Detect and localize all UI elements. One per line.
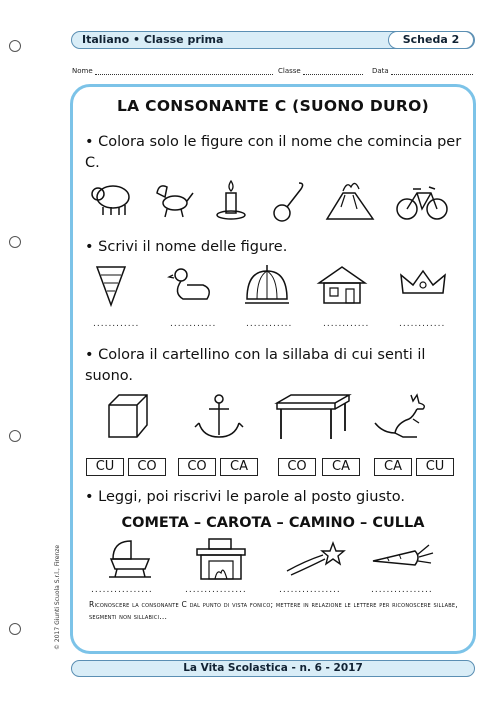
worksheet-title: LA CONSONANTE C (SUONO DURO): [116, 97, 429, 115]
header-subject: Italiano • Classe prima: [82, 33, 224, 46]
dog-figure[interactable]: [149, 179, 193, 219]
sheep-figure[interactable]: [89, 179, 133, 219]
cradle-figure[interactable]: [107, 537, 153, 581]
syllable-tag-8[interactable]: CU: [416, 458, 454, 476]
table-figure[interactable]: [273, 393, 353, 441]
syllable-tag-2[interactable]: CO: [128, 458, 166, 476]
anchor-figure[interactable]: [195, 393, 243, 441]
candle-figure[interactable]: [213, 179, 249, 223]
exercise-4-instruction: • Leggi, poi riscrivi le parole al posto giusto.: [85, 489, 405, 505]
exercise-1-instruction: • Colora solo le figure con il nome che comincia per C.: [85, 134, 462, 171]
word-bank: COMETA – CAROTA – CAMINO – CULLA: [121, 515, 425, 531]
answer-blank-3[interactable]: ............: [246, 319, 293, 329]
binder-hole-4: [9, 623, 21, 635]
answer-blank-1[interactable]: ............: [93, 319, 140, 329]
kangaroo-figure[interactable]: [373, 393, 429, 443]
volcano-figure[interactable]: [323, 179, 377, 223]
dome-figure[interactable]: [243, 263, 291, 307]
header-bar: [71, 31, 475, 49]
date-label: Data: [372, 67, 389, 75]
sheet-number: Scheda 2: [388, 31, 474, 49]
binder-hole-3: [9, 430, 21, 442]
class-label: Classe: [278, 67, 301, 75]
ice-cream-cone-figure[interactable]: [91, 263, 131, 307]
word-blank-3[interactable]: ................: [279, 585, 341, 595]
name-label: Nome: [72, 67, 93, 75]
word-blank-1[interactable]: ................: [91, 585, 153, 595]
bicycle-figure[interactable]: [395, 179, 449, 223]
house-figure[interactable]: [317, 263, 367, 307]
exercise-3-instruction: • Colora il cartellino con la sillaba di cui senti il suono.: [85, 347, 426, 384]
date-field[interactable]: [372, 66, 473, 75]
carrot-figure[interactable]: [371, 537, 435, 573]
class-field[interactable]: [278, 66, 363, 75]
binder-hole-2: [9, 236, 21, 248]
fireplace-figure[interactable]: [193, 537, 249, 581]
syllable-tag-7[interactable]: CA: [374, 458, 412, 476]
crown-figure[interactable]: [399, 263, 447, 303]
syllable-tag-5[interactable]: CO: [278, 458, 316, 476]
answer-blank-4[interactable]: ............: [323, 319, 370, 329]
answer-blank-2[interactable]: ............: [170, 319, 217, 329]
binder-hole-1: [9, 40, 21, 52]
syllable-tag-6[interactable]: CA: [322, 458, 360, 476]
worksheet-frame: [70, 84, 476, 654]
cube-figure[interactable]: [105, 393, 149, 441]
teacher-note: Riconoscere la consonante C dal punto di vista fonico; mettere in relazione le lettere per riconoscere sillabe, segmenti non sillabici...: [89, 600, 458, 621]
syllable-tag-4[interactable]: CA: [220, 458, 258, 476]
word-blank-2[interactable]: ................: [185, 585, 247, 595]
syllable-tag-3[interactable]: CO: [178, 458, 216, 476]
footer-bar: La Vita Scolastica - n. 6 - 2017: [71, 660, 475, 677]
ladle-figure[interactable]: [269, 179, 309, 223]
word-blank-4[interactable]: ................: [371, 585, 433, 595]
comet-figure[interactable]: [285, 537, 345, 577]
duck-figure[interactable]: [169, 263, 213, 307]
answer-blank-5[interactable]: ............: [399, 319, 446, 329]
copyright-notice: © 2017 Giunti Scuola S.r.l., Firenze: [54, 544, 61, 650]
exercise-2-instruction: • Scrivi il nome delle figure.: [85, 239, 288, 255]
syllable-tag-1[interactable]: CU: [86, 458, 124, 476]
name-field[interactable]: [72, 66, 273, 75]
